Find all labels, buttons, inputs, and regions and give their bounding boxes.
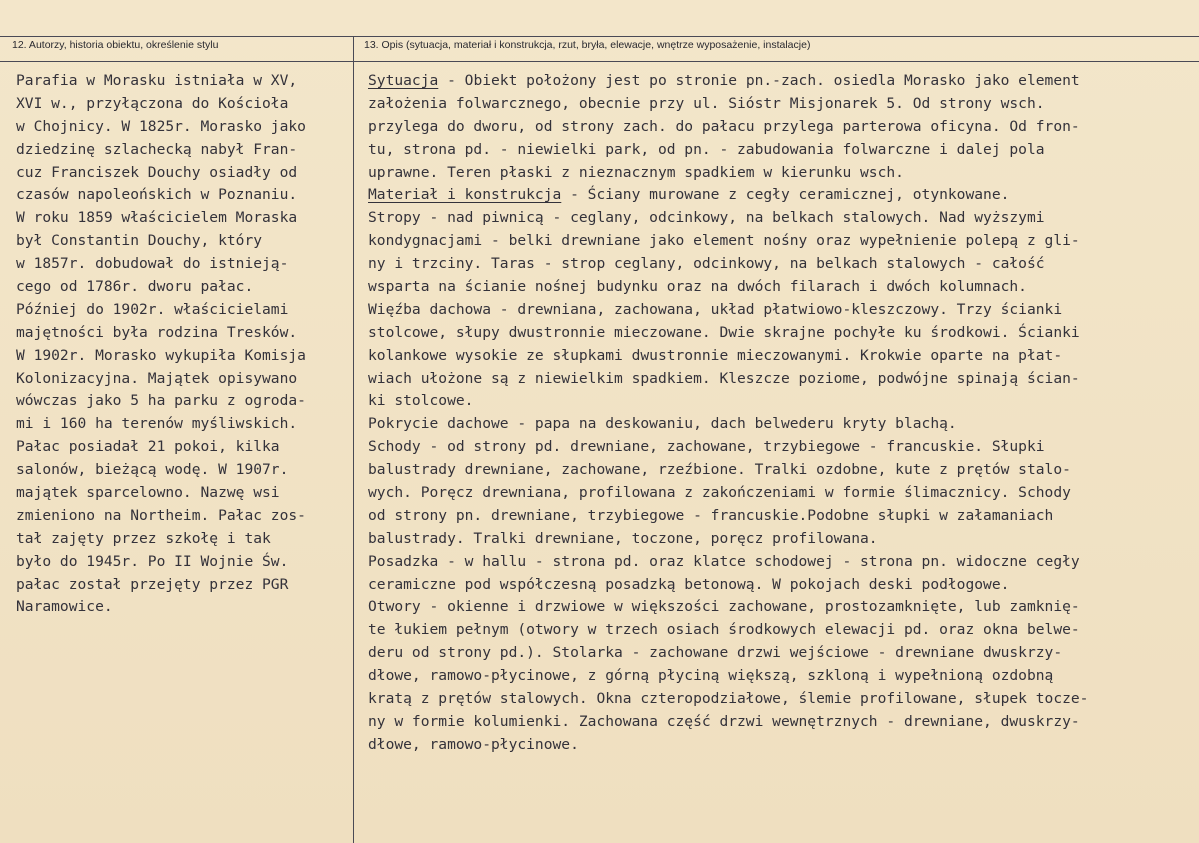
description-line bbox=[368, 688, 1088, 711]
description-line bbox=[368, 322, 1088, 345]
line-text: kondygnacjami - belki drewniane jako element nośny oraz wypełnienie polepą z gli- bbox=[368, 232, 1080, 250]
history-line: w Chojnicy. W 1825r. Morasko jako bbox=[16, 117, 306, 135]
section-13-header: 13. Opis (sytuacja, materiał i konstrukcja, rzut, bryła, elewacje, wnętrze wyposażenie, instalacje) bbox=[364, 39, 811, 51]
top-rule bbox=[0, 36, 1199, 37]
history-line: majętności była rodzina Tresków. bbox=[16, 323, 298, 341]
column-divider bbox=[353, 36, 354, 843]
description-line bbox=[368, 139, 1088, 162]
description-line bbox=[368, 413, 1088, 436]
description-line bbox=[368, 505, 1088, 528]
history-line: był Constantin Douchy, który bbox=[16, 232, 263, 250]
history-text bbox=[16, 70, 306, 619]
description-line bbox=[368, 345, 1088, 368]
history-line: mi i 160 ha terenów myśliwskich. bbox=[16, 415, 298, 433]
section-heading: Materiał i konstrukcja bbox=[368, 186, 562, 204]
description-line bbox=[368, 299, 1088, 322]
description-line bbox=[368, 551, 1088, 574]
history-line: W roku 1859 właścicielem Moraska bbox=[16, 209, 298, 227]
description-line bbox=[368, 528, 1088, 551]
line-text: deru od strony pd.). Stolarka - zachowane drzwi wejściowe - drewniane dwuskrzy- bbox=[368, 644, 1063, 662]
description-line bbox=[368, 368, 1088, 391]
description-line bbox=[368, 390, 1088, 413]
history-line: Pałac posiadał 21 pokoi, kilka bbox=[16, 438, 280, 456]
description-line bbox=[368, 642, 1088, 665]
line-text: balustrady. Tralki drewniane, toczone, poręcz profilowana. bbox=[368, 529, 878, 547]
description-line bbox=[368, 734, 1088, 757]
section-heading: Sytuacja bbox=[368, 72, 439, 89]
description-line bbox=[368, 665, 1088, 688]
line-text: dłowe, ramowo-płycinowe, z górną płyciną większą, szkloną i wypełnioną ozdobną bbox=[368, 667, 1054, 685]
history-line: pałac został przejęty przez PGR bbox=[16, 575, 289, 593]
line-text: - Obiekt położony jest po stronie pn.-zach. osiedla Morasko jako element bbox=[438, 72, 1080, 89]
description-line bbox=[368, 162, 1088, 185]
line-text: ny w formie kolumienki. Zachowana część drzwi wewnętrznych - drewniane, dwuskrzy- bbox=[368, 712, 1080, 730]
history-line: Parafia w Morasku istniała w XV, bbox=[16, 72, 298, 89]
description-line bbox=[368, 70, 1088, 93]
line-text: balustrady drewniane, zachowane, rzeźbione. Tralki ozdobne, kute z prętów stalo- bbox=[368, 461, 1071, 479]
history-line: salonów, bieżącą wodę. W 1907r. bbox=[16, 461, 289, 479]
line-text: Więźba dachowa - drewniana, zachowana, układ płatwiowo-kleszczowy. Trzy ścianki bbox=[368, 300, 1063, 318]
description-line bbox=[368, 276, 1088, 299]
description-text bbox=[368, 70, 1088, 757]
history-line: Później do 1902r. właścicielami bbox=[16, 300, 289, 318]
description-line bbox=[368, 711, 1088, 734]
line-text: założenia folwarcznego, obecnie przy ul. Sióstr Misjonarek 5. Od strony wsch. bbox=[368, 94, 1045, 112]
line-text: Otwory - okienne i drzwiowe w większości zachowane, prostozamknięte, lub zamknię- bbox=[368, 598, 1080, 616]
description-line bbox=[368, 184, 1088, 207]
history-line: zmieniono na Northeim. Pałac zos- bbox=[16, 506, 306, 524]
line-text: stolcowe, słupy dwustronnie mieczowane. Dwie skrajne pochyłe ku środkowi. Ścianki bbox=[368, 323, 1080, 341]
line-text: Posadzka - w hallu - strona pd. oraz klatce schodowej - strona pn. widoczne cegły bbox=[368, 552, 1080, 570]
line-text: wsparta na ścianie nośnej budynku oraz na dwóch filarach i dwóch kolumnach. bbox=[368, 278, 1027, 296]
line-text: wiach ułożone są z niewielkim spadkiem. Kleszcze poziome, podwójne spinają ścian- bbox=[368, 369, 1080, 387]
line-text: - Ściany murowane z cegły ceramicznej, otynkowane. bbox=[561, 186, 1010, 204]
history-line: W 1902r. Morasko wykupiła Komisja bbox=[16, 346, 306, 364]
description-line bbox=[368, 93, 1088, 116]
line-text: uprawne. Teren płaski z nieznacznym spadkiem w kierunku wsch. bbox=[368, 163, 904, 181]
line-text: Stropy - nad piwnicą - ceglany, odcinkowy, na belkach stalowych. Nad wyższymi bbox=[368, 209, 1045, 227]
description-line bbox=[368, 230, 1088, 253]
description-line bbox=[368, 574, 1088, 597]
history-line: cuz Franciszek Douchy osiadły od bbox=[16, 163, 298, 181]
history-line: wówczas jako 5 ha parku z ogroda- bbox=[16, 392, 306, 410]
description-line bbox=[368, 459, 1088, 482]
line-text: ny i trzciny. Taras - strop ceglany, odcinkowy, na belkach stalowych - całość bbox=[368, 255, 1045, 273]
description-line bbox=[368, 619, 1088, 642]
line-text: te łukiem pełnym (otwory w trzech osiach środkowych elewacji pd. oraz okna belwe- bbox=[368, 621, 1080, 639]
line-text: Pokrycie dachowe - papa na deskowaniu, dach belwederu kryty blachą. bbox=[368, 415, 957, 433]
description-line bbox=[368, 482, 1088, 505]
description-line bbox=[368, 596, 1088, 619]
line-text: dłowe, ramowo-płycinowe. bbox=[368, 735, 579, 753]
history-line: Naramowice. bbox=[16, 598, 113, 616]
line-text: wych. Poręcz drewniana, profilowana z zakończeniami w formie ślimacznicy. Schody bbox=[368, 484, 1071, 502]
description-line bbox=[368, 207, 1088, 230]
history-line: majątek sparcelowno. Nazwę wsi bbox=[16, 484, 280, 502]
description-line bbox=[368, 253, 1088, 276]
section-12-header: 12. Autorzy, historia obiektu, określenie stylu bbox=[12, 39, 219, 51]
history-line: Kolonizacyjna. Majątek opisywano bbox=[16, 369, 298, 387]
description-line bbox=[368, 116, 1088, 139]
history-line: XVI w., przyłączona do Kościoła bbox=[16, 94, 289, 112]
line-text: Schody - od strony pd. drewniane, zachowane, trzybiegowe - francuskie. Słupki bbox=[368, 438, 1045, 456]
description-line bbox=[368, 436, 1088, 459]
history-line: cego od 1786r. dworu pałac. bbox=[16, 278, 254, 296]
history-line: dziedzinę szlachecką nabył Fran- bbox=[16, 140, 298, 158]
line-text: ceramiczne pod współczesną posadzką betonową. W pokojach deski podłogowe. bbox=[368, 575, 1010, 593]
line-text: ki stolcowe. bbox=[368, 392, 474, 410]
line-text: od strony pn. drewniane, trzybiegowe - francuskie.Podobne słupki w załamaniach bbox=[368, 506, 1054, 524]
line-text: kratą z prętów stalowych. Okna czteropodziałowe, ślemie profilowane, słupek tocze- bbox=[368, 690, 1089, 708]
history-line: było do 1945r. Po II Wojnie Św. bbox=[16, 552, 289, 570]
history-line: czasów napoleońskich w Poznaniu. bbox=[16, 186, 298, 204]
header-rule bbox=[0, 61, 1199, 62]
history-line: tał zajęty przez szkołę i tak bbox=[16, 529, 271, 547]
history-line: w 1857r. dobudował do istnieją- bbox=[16, 255, 289, 273]
line-text: tu, strona pd. - niewielki park, od pn. - zabudowania folwarczne i dalej pola bbox=[368, 140, 1045, 158]
line-text: kolankowe wysokie ze słupkami dwustronnie mieczowanymi. Krokwie oparte na płat- bbox=[368, 346, 1063, 364]
line-text: przylega do dworu, od strony zach. do pałacu przylega parterowa oficyna. Od fron- bbox=[368, 117, 1080, 135]
